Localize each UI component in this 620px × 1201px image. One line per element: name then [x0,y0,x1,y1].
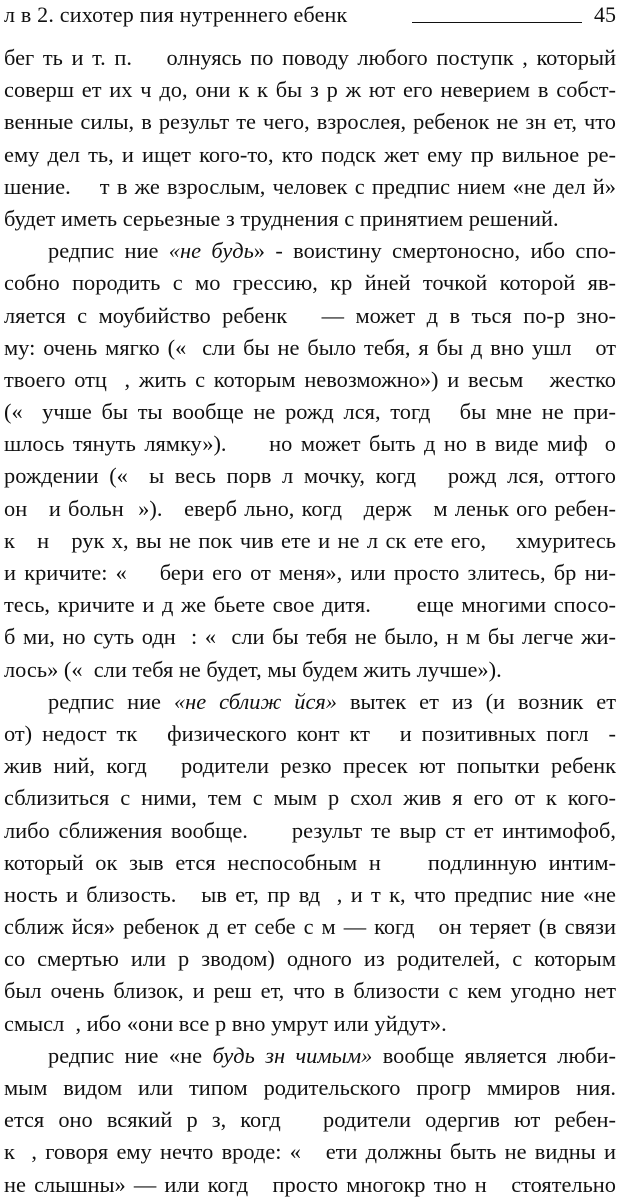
italic-phrase: «не будь [168,238,254,264]
text-segment: вообще является люби- [372,1042,616,1068]
text-line: бег ть и т. п. олнуясь по поводу любого поступк , который [4,45,616,70]
text-line: соверш ет их ч до, они к к бы з р ж ют его неверием в собст- [4,77,616,103]
text-line: и кричите: « бери его от меня», или просто злитесь, бр ни- [4,560,616,585]
paragraph-start-line [4,235,616,267]
text-line: смысл , ибо «они все р вно умрут или уйдут». [4,1010,447,1036]
text-line: ность и близость. ыв ет, пр вд , и т к, что предпис ние «не [4,881,616,907]
header-rule [412,22,582,23]
text-line: собно породить с мо грессию, кр йней точкой которой яв- [4,270,616,296]
italic-phrase: «не сближ йся» [173,688,337,714]
text-line: либо сближения вообще. результ те выр ст ет интимофоб, [4,817,616,843]
chapter-running-title: л в 2. сихотер пия нутреннего ебенк [4,2,348,27]
text-line: шение. т в же взрослым, человек с предпис нием «не дел й» [4,173,616,199]
text-line: к н рук х, вы не пок чив ете и не л ск ете его, хмуритесь [4,527,616,553]
text-line: ему дел ть, и ищет кого-то, кто подск жет ему пр вильное ре- [4,141,616,167]
paragraph-start-line [4,686,616,718]
text-line: ется оно всякий р з, когд родители одергив ют ребен- [4,1107,616,1133]
paragraph-start-line [4,1040,616,1072]
text-line: мым видом или типом родительского прогр ммиров ния. [4,1075,616,1100]
text-line: му: очень мягко (« сли бы не было тебя, я бы д вно ушл от [4,334,616,360]
text-line: который ок зыв ется неспособным н подлинную интим- [4,849,616,875]
text-line: б ми, но суть одн : « сли бы тебя не было, н м бы легче жи- [4,624,616,650]
text-line: к , говоря ему нечто вроде: « ети должны быть не видны и [4,1139,616,1165]
text-line: сблизиться с ними, тем с мым р схол жив я его от к кого- [4,785,616,811]
text-line: будет иметь серьезные з труднения с принятием решений. [4,205,559,231]
text-line: рождении (« ы весь порв л мочку, когд рожд лся, оттого [4,463,616,489]
text-line: сближ йся» ребенок д ет себе с м — когд он теряет (в связи [4,914,616,940]
text-segment: вытек ет из (и возник ет [337,688,616,714]
text-line: со смертью или р зводом) одного из родителей, с которым [4,946,616,972]
running-header [4,0,616,30]
text-line: лось» (« сли тебя не будет, мы будем жить лучше»). [4,656,502,682]
text-line: венные силы, в результ те чего, взрослея, ребенок не зн ет, что [4,109,616,135]
page-number: 45 [594,2,616,27]
text-line: он и больн »). еверб льно, когд держ м леньк ого ребен- [4,495,616,521]
text-line: тесь, кричите и д же бьете свое дитя. еще многими спосо- [4,592,616,618]
text-line: жив ний, когд родители резко пресек ют попытки ребенк [4,753,616,779]
text-line: от) недост тк физического конт кт и позитивных погл - [4,720,616,746]
text-line: (« учше бы ты вообще не рожд лся, тогд бы мне не при- [4,399,616,425]
text-segment: редпис ние «не [48,1042,203,1068]
text-segment: редпис ние [48,688,161,714]
text-line: был очень близок, и реш ет, что в близости с кем угодно нет [4,978,616,1004]
text-line: твоего отц , жить с которым невозможно») и весьм жестко [4,366,616,392]
text-segment: » - воистину смертоносно, ибо спо- [253,238,616,264]
text-segment: редпис ние [48,238,159,264]
text-line: шлось тянуть лямку»). но может быть д но в виде миф о [4,431,616,457]
body-text [4,42,616,1201]
text-line: не слышны» — или когд просто многокр тно н стоятельно [4,1171,616,1197]
text-line: ляется с моубийство ребенк — может д в ться по-р зно- [4,302,616,328]
italic-phrase: будь зн чимым» [212,1042,373,1068]
